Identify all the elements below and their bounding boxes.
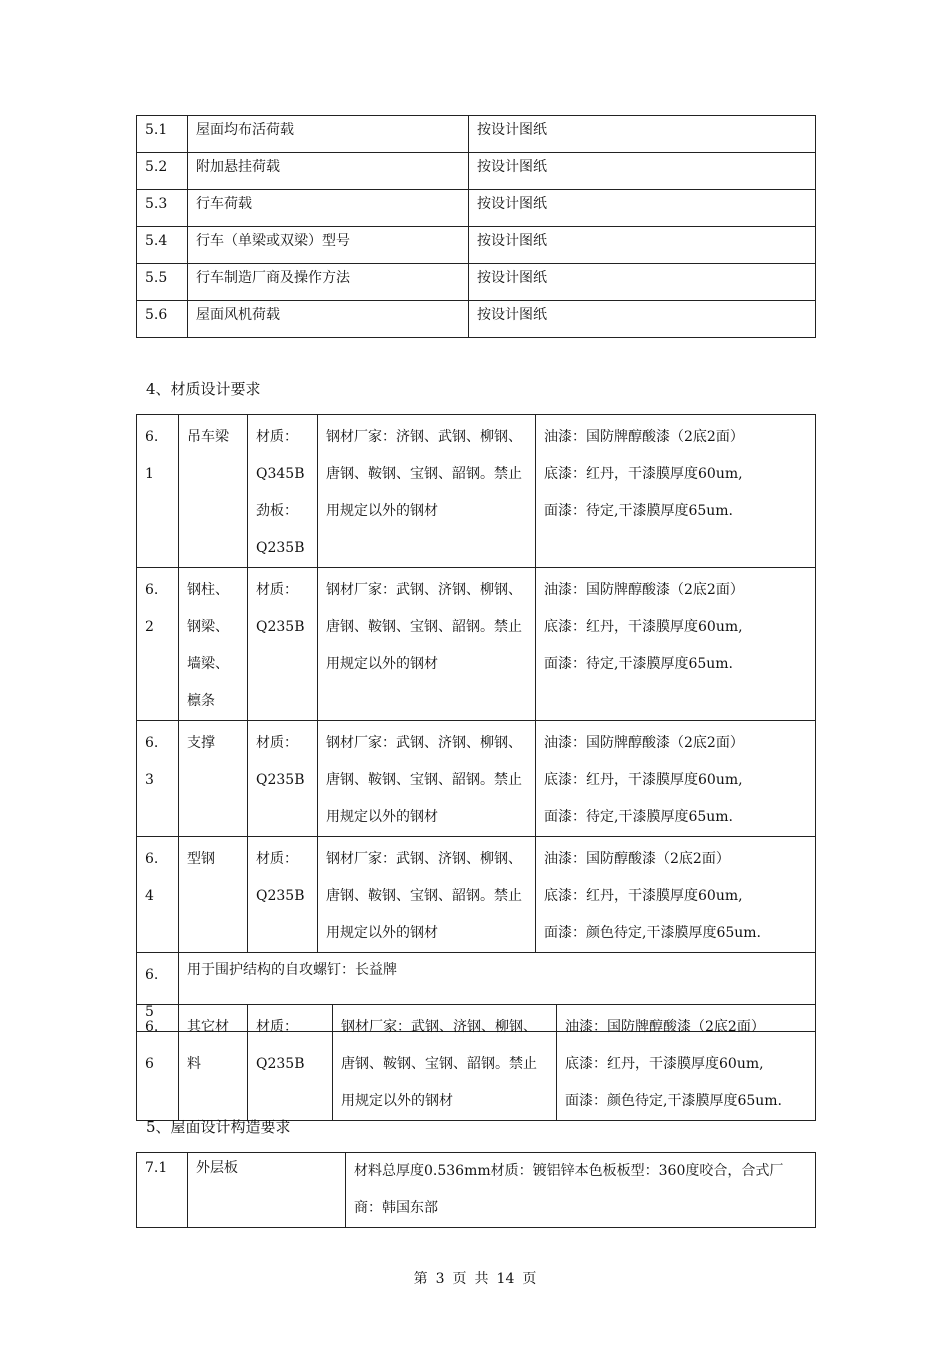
row-number: 5.6 <box>145 307 168 323</box>
row-material: 材质： Q235B <box>256 1019 305 1072</box>
table-row <box>137 116 816 153</box>
row-item: 行车荷载 <box>196 196 252 212</box>
section-heading-roof: 5、屋面设计构造要求 <box>146 1118 291 1136</box>
row-desc: 材料总厚度0.536mm材质：镀铝锌本色板板型：360度咬合，合式厂商：韩国东部 <box>354 1163 784 1216</box>
row-supplier: 钢材厂家：武钢、济钢、柳钢、唐钢、鞍钢、宝钢、韶钢。禁止用规定以外的钢材 <box>341 1019 537 1109</box>
row-item: 屋面风机荷载 <box>196 307 280 323</box>
footer-page-label: 第 <box>413 1271 428 1287</box>
row-number: 6. 4 <box>145 851 159 904</box>
row-item: 屋面均布活荷载 <box>196 122 294 138</box>
material-table-last-row <box>136 1004 816 1121</box>
table-row <box>137 837 816 953</box>
row-paint: 油漆：国防牌醇酸漆（2底2面） 底漆：红丹，干漆膜厚度60um, 面漆：待定,干漆膜厚度65um. <box>544 582 744 672</box>
row-span-text: 用于围护结构的自攻螺钉：长益牌 <box>187 962 397 978</box>
load-table <box>136 115 816 338</box>
footer-total-label: 共 <box>474 1271 489 1287</box>
row-item: 行车制造厂商及操作方法 <box>196 270 350 286</box>
row-name: 其它材 料 <box>187 1019 229 1072</box>
row-supplier: 钢材厂家：武钢、济钢、柳钢、唐钢、鞍钢、宝钢、韶钢。禁止用规定以外的钢材 <box>326 735 522 825</box>
row-name: 吊车梁 <box>187 429 229 445</box>
row-supplier: 钢材厂家：济钢、武钢、柳钢、唐钢、鞍钢、宝钢、韶钢。禁止用规定以外的钢材 <box>326 429 522 519</box>
table-row <box>137 1005 816 1121</box>
row-material: 材质： Q235B <box>256 851 305 904</box>
table-row <box>137 301 816 338</box>
row-paint: 油漆：国防醇酸漆（2底2面） 底漆：红丹，干漆膜厚度60um, 面漆：颜色待定,干漆膜厚度65um. <box>544 851 762 941</box>
row-number: 6. 1 <box>145 429 159 482</box>
row-number: 6. 3 <box>145 735 159 788</box>
row-material: 材质： Q235B <box>256 735 305 788</box>
row-number: 5.4 <box>145 233 168 249</box>
table-row <box>137 568 816 721</box>
row-number: 5.3 <box>145 196 168 212</box>
table-row <box>137 190 816 227</box>
row-supplier: 钢材厂家：武钢、济钢、柳钢、唐钢、鞍钢、宝钢、韶钢。禁止用规定以外的钢材 <box>326 851 522 941</box>
footer-page-unit: 页 <box>452 1271 467 1287</box>
footer-total-pages: 14 <box>496 1271 515 1287</box>
row-number: 6. 6 <box>145 1019 159 1072</box>
row-name: 支撑 <box>187 735 215 751</box>
roof-table <box>136 1152 816 1228</box>
table-row <box>137 153 816 190</box>
row-value: 按设计图纸 <box>477 159 547 175</box>
row-name: 钢柱、 钢梁、 墙梁、 檩条 <box>187 582 229 709</box>
row-paint: 油漆：国防牌醇酸漆（2底2面） 底漆：红丹，干漆膜厚度60um, 面漆：待定,干漆膜厚度65um. <box>544 429 744 519</box>
row-value: 按设计图纸 <box>477 233 547 249</box>
row-item: 行车（单梁或双梁）型号 <box>196 233 350 249</box>
section-heading-materials: 4、材质设计要求 <box>146 380 261 398</box>
row-value: 按设计图纸 <box>477 307 547 323</box>
page-footer <box>0 1268 950 1288</box>
row-number: 5.5 <box>145 270 168 286</box>
row-number: 5.1 <box>145 122 168 138</box>
footer-total-unit: 页 <box>522 1271 537 1287</box>
row-item: 附加悬挂荷载 <box>196 159 280 175</box>
row-number: 6. 5 <box>145 967 159 1020</box>
row-paint: 油漆：国防牌醇酸漆（2底2面） 底漆：红丹，干漆膜厚度60um, 面漆：颜色待定,干漆膜厚度65um. <box>565 1019 783 1109</box>
row-supplier: 钢材厂家：武钢、济钢、柳钢、唐钢、鞍钢、宝钢、韶钢。禁止用规定以外的钢材 <box>326 582 522 672</box>
row-number: 5.2 <box>145 159 168 175</box>
row-value: 按设计图纸 <box>477 196 547 212</box>
row-number: 7.1 <box>145 1160 168 1176</box>
row-material: 材质： Q235B <box>256 582 305 635</box>
row-number: 6. 2 <box>145 582 159 635</box>
row-value: 按设计图纸 <box>477 122 547 138</box>
row-value: 按设计图纸 <box>477 270 547 286</box>
table-row <box>137 721 816 837</box>
row-item: 外层板 <box>196 1160 238 1176</box>
material-table <box>136 414 816 1032</box>
footer-current-page: 3 <box>435 1271 445 1287</box>
table-row <box>137 1153 816 1228</box>
row-paint: 油漆：国防牌醇酸漆（2底2面） 底漆：红丹，干漆膜厚度60um, 面漆：待定,干漆膜厚度65um. <box>544 735 744 825</box>
table-row <box>137 415 816 568</box>
row-name: 型钢 <box>187 851 215 867</box>
row-material: 材质： Q345B 劲板： Q235B <box>256 429 305 556</box>
table-row <box>137 227 816 264</box>
table-row <box>137 264 816 301</box>
